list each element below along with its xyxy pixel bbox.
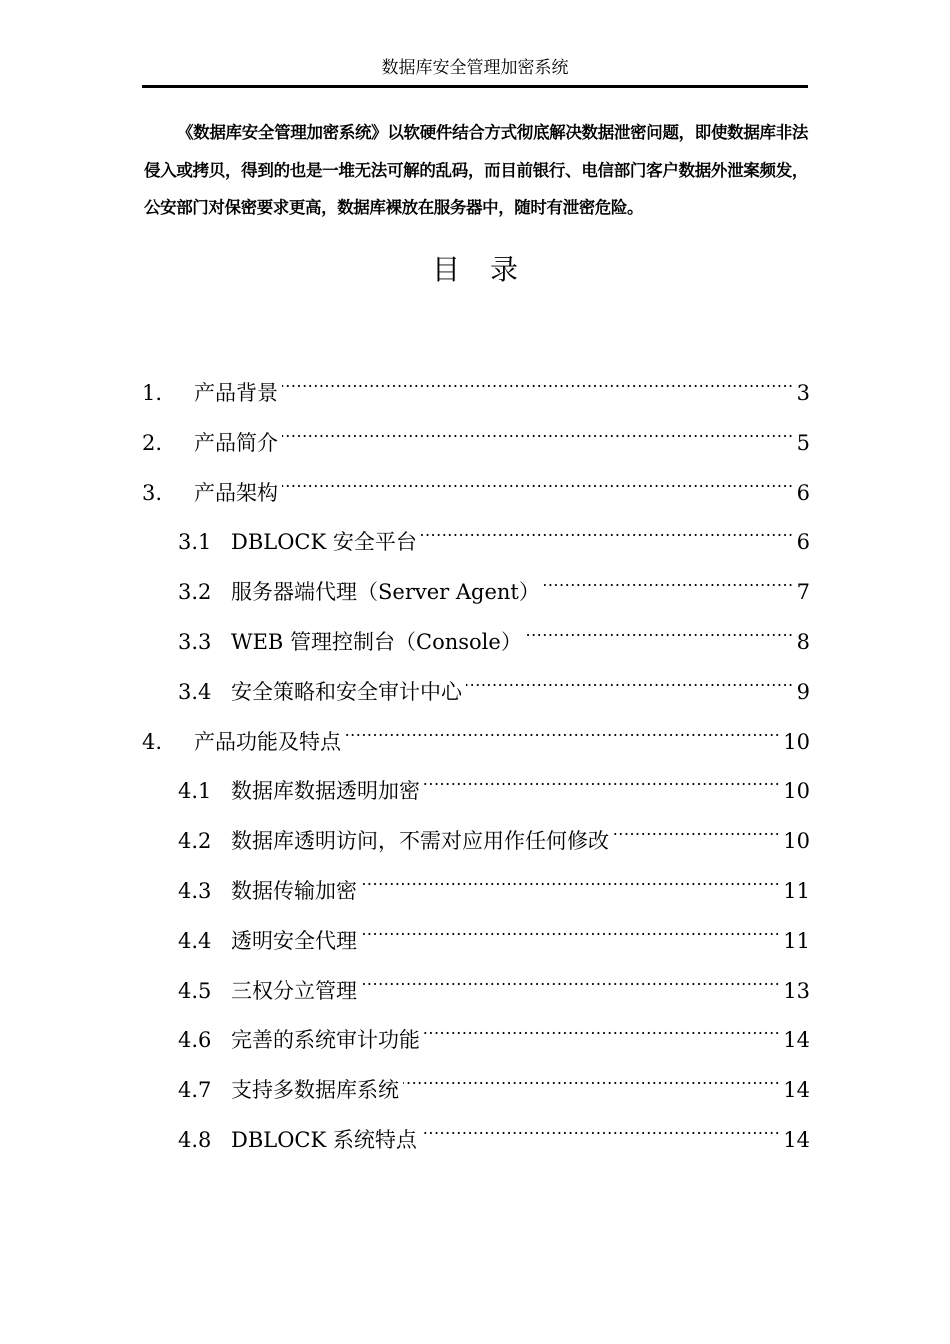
toc-entry-page: 8 (796, 629, 810, 654)
toc-entry-label: DBLOCK 系统特点 (231, 1127, 417, 1152)
intro-paragraph: 《数据库安全管理加密系统》以软硬件结合方式彻底解决数据泄密问题，即使数据库非法侵入或拷贝，得到的也是一堆无法可解的乱码，而目前银行、电信部门客户数据外泄案频发，公安部门对保密要求更高，数据库裸放在服务器中，随时有泄密危险。 (144, 123, 808, 217)
toc-entry-number: 4.1 (178, 779, 212, 804)
toc-entry-label: 三权分立管理 (231, 978, 357, 1003)
dot-leader (403, 1053, 780, 1097)
toc-entry-number: 4.4 (178, 928, 212, 953)
toc-entry-page: 10 (783, 779, 810, 804)
toc-entry-label: 产品架构 (194, 480, 278, 505)
toc-entry-page: 14 (783, 1078, 810, 1103)
toc-entry-page: 5 (796, 430, 810, 455)
toc-entry-number: 3.2 (178, 580, 212, 605)
toc-entry-number: 4.3 (178, 878, 212, 903)
table-of-contents (142, 356, 810, 1153)
toc-entry-label: 支持多数据库系统 (231, 1078, 399, 1103)
toc-entry-page: 9 (796, 679, 810, 704)
toc-entry-number: 3. (142, 480, 163, 505)
toc-entry-label: 产品简介 (194, 430, 278, 455)
toc-entry-label: 安全策略和安全审计中心 (231, 679, 462, 704)
dot-leader (361, 904, 780, 948)
dot-leader (544, 555, 794, 599)
toc-entry-number: 3.1 (178, 530, 212, 555)
toc-title: 目录 (431, 253, 548, 286)
toc-entry-page: 11 (783, 928, 810, 953)
dot-leader (421, 505, 794, 549)
toc-entry-page: 6 (796, 530, 810, 555)
dot-leader (361, 954, 780, 998)
toc-entry-number: 4. (142, 729, 163, 754)
dot-leader (282, 456, 794, 500)
dot-leader (282, 356, 794, 400)
dot-leader (613, 804, 780, 848)
dot-leader (282, 406, 794, 450)
toc-entry-page: 10 (783, 729, 810, 754)
toc-entry-number: 4.5 (178, 978, 212, 1003)
toc-entry-number: 4.2 (178, 829, 212, 854)
dot-leader (345, 705, 780, 749)
toc-entry-label: DBLOCK 安全平台 (231, 530, 417, 555)
running-header: 数据库安全管理加密系统 (381, 58, 569, 78)
toc-entry-number: 1. (142, 381, 163, 405)
toc-entry-page: 6 (796, 480, 810, 505)
toc-entry-page: 3 (796, 381, 810, 405)
toc-entry-page: 13 (783, 978, 810, 1003)
header-rule (142, 85, 808, 88)
toc-entry-number: 3.3 (178, 629, 212, 654)
toc-entry-number: 4.6 (178, 1028, 212, 1053)
toc-entry-label: WEB 管理控制台（Console） (231, 629, 522, 654)
dot-leader (424, 1003, 780, 1047)
toc-entry-label: 数据库数据透明加密 (231, 779, 420, 804)
toc-entry-number: 3.4 (178, 679, 212, 704)
dot-leader (424, 754, 780, 798)
toc-entry-page: 7 (796, 580, 810, 605)
toc-entry-page: 14 (783, 1028, 810, 1053)
dot-leader (421, 1103, 780, 1147)
toc-entry[interactable] (142, 356, 810, 406)
toc-entry-label: 服务器端代理（Server Agent） (231, 580, 540, 605)
toc-entry-label: 透明安全代理 (231, 928, 357, 953)
dot-leader (466, 655, 794, 699)
toc-entry-number: 4.7 (178, 1078, 212, 1103)
toc-entry-label: 数据库透明访问，不需对应用作任何修改 (231, 829, 609, 854)
toc-entry-page: 11 (783, 878, 810, 903)
dot-leader (361, 854, 780, 898)
toc-entry-number: 4.8 (178, 1127, 212, 1152)
toc-entry-page: 14 (783, 1127, 810, 1152)
toc-entry-label: 产品背景 (194, 381, 278, 405)
dot-leader (526, 605, 794, 649)
toc-entry-label: 数据传输加密 (231, 878, 357, 903)
toc-entry-page: 10 (783, 829, 810, 854)
toc-entry-label: 产品功能及特点 (194, 729, 341, 754)
toc-entry-number: 2. (142, 430, 163, 455)
toc-entry-label: 完善的系统审计功能 (231, 1028, 420, 1053)
